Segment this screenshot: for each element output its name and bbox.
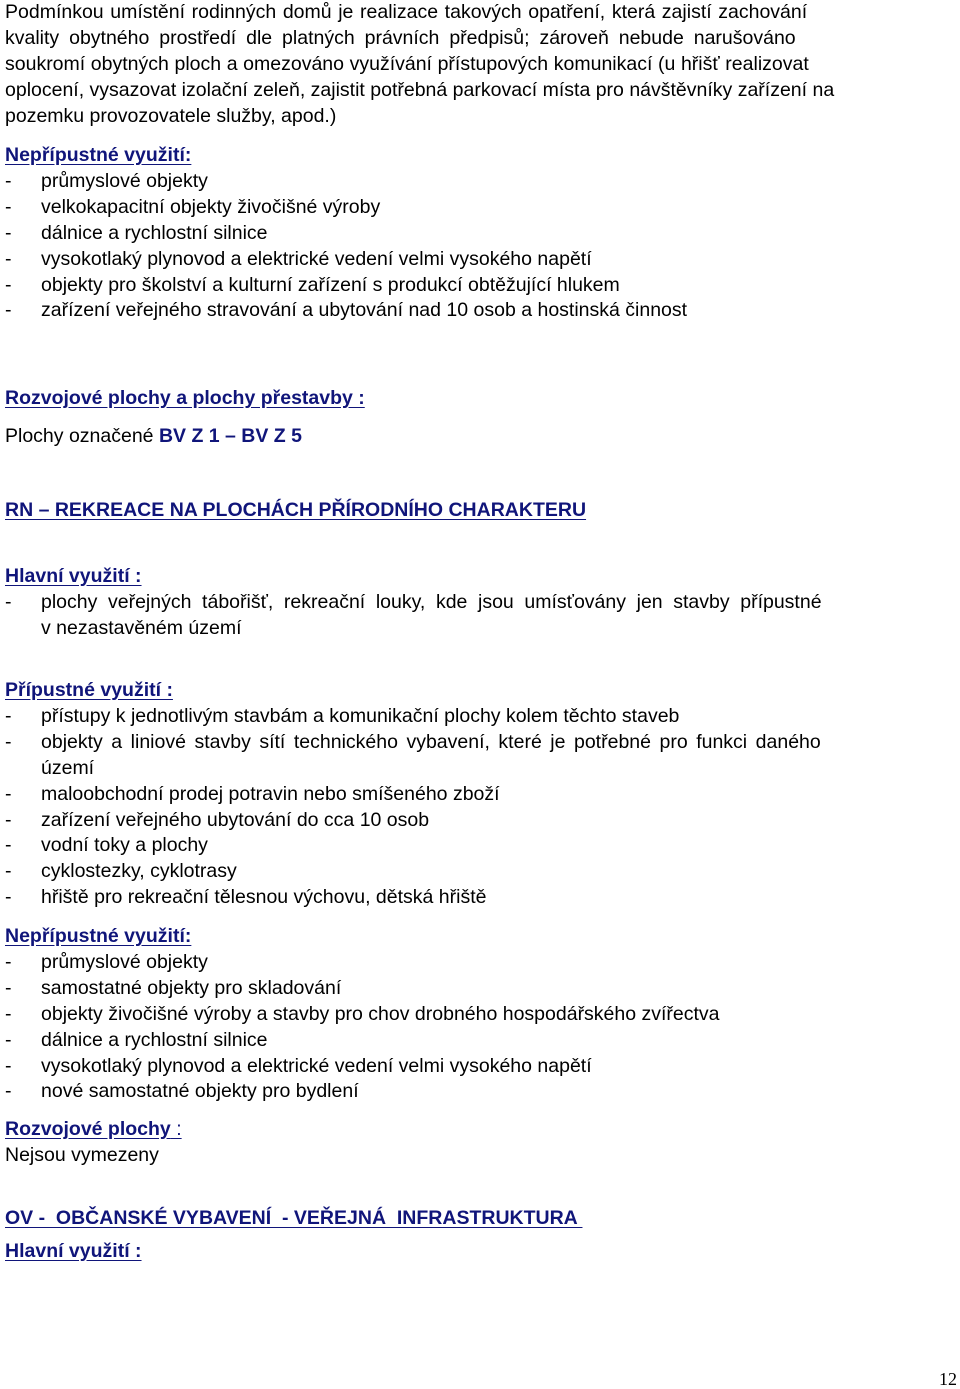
bv-nepripustne-heading: Nepřípustné využití: (5, 144, 192, 166)
list-item: - objekty pro školství a kulturní zařízení s produkcí obtěžující hlukem (5, 273, 620, 296)
rn-nepripustne-section (5, 924, 957, 1105)
intro-paragraph (5, 0, 957, 130)
list-item: - dálnice a rychlostní silnice (5, 221, 268, 244)
rn-hlavni-section (5, 564, 957, 642)
rn-section (5, 498, 957, 524)
intro-line-4: oplocení, vysazovat izolační zeleň, zajistit potřebná parkovací místa pro návštěvníky zařízení na (5, 78, 835, 101)
ov-hlavni-heading: Hlavní využití : (5, 1239, 142, 1262)
list-item: - plochy veřejných tábořišť, rekreační louky, kde jsou umísťovány jen stavby přípustné v nezastavěném území (5, 590, 822, 639)
rn-nepripustne-heading: Nepřípustné využití: (5, 925, 192, 947)
rn-rozvojove-heading: Rozvojové plochy (5, 1118, 171, 1140)
list-item: - maloobchodní prodej potravin nebo smíšeného zboží (5, 782, 500, 805)
rn-pripustne-section (5, 678, 957, 911)
list-item: - zařízení veřejného stravování a ubytování nad 10 osob a hostinská činnost (5, 299, 688, 322)
list-item: - velkokapacitní objekty živočišné výroby (5, 195, 381, 218)
bv-nepripustne-section (5, 143, 957, 324)
list-item: - objekty a liniové stavby sítí technického vybavení, které je potřebné pro funkci daného území (5, 730, 821, 779)
rn-title: RN – REKREACE NA PLOCHÁCH PŘÍRODNÍHO CHARAKTERU (5, 499, 587, 521)
list-item: - hřiště pro rekreační tělesnou výchovu, dětská hřiště (5, 886, 487, 909)
list-item: - průmyslové objekty (5, 169, 208, 192)
intro-line-3: soukromí obytných ploch a omezováno využívání přístupových komunikací (u hřišť realizovat (5, 52, 809, 75)
list-item: - vodní toky a plochy (5, 834, 208, 857)
rn-rozvojove-section: Rozvojové plochy : Nejsou vymezeny (5, 1117, 957, 1169)
bv-rozvojove-heading: Rozvojové plochy a plochy přestavby : (5, 387, 365, 409)
rn-pripustne-heading: Přípustné využití : (5, 679, 173, 701)
list-item: - nové samostatné objekty pro bydlení (5, 1080, 359, 1103)
bv-rozvojove-text: Plochy označené BV Z 1 – BV Z 5 (5, 424, 302, 447)
rn-rozvojove-text: Nejsou vymezeny (5, 1143, 159, 1166)
list-item: - přístupy k jednotlivým stavbám a komunikační plochy kolem těchto staveb (5, 704, 680, 727)
ov-title: OV - OBČANSKÉ VYBAVENÍ - VEŘEJNÁ INFRASTRUKTURA (5, 1207, 583, 1229)
bv-rozvojove-section (5, 386, 957, 450)
list-item: - objekty živočišné výroby a stavby pro chov drobného hospodářského zvířectva (5, 1002, 720, 1025)
rn-hlavni-heading: Hlavní využití : (5, 565, 142, 587)
intro-line-5: pozemku provozovatele služby, apod.) (5, 104, 337, 127)
list-item: - vysokotlaký plynovod a elektrické vedení velmi vysokého napětí (5, 1054, 592, 1077)
list-item: - vysokotlaký plynovod a elektrické vedení velmi vysokého napětí (5, 247, 592, 270)
page-number: 12 (939, 1369, 957, 1389)
ov-section (5, 1206, 957, 1265)
intro-line-1: Podmínkou umístění rodinných domů je realizace takových opatření, která zajistí zachování (5, 1, 808, 23)
list-item: - cyklostezky, cyklotrasy (5, 860, 237, 883)
list-item: - samostatné objekty pro skladování (5, 976, 342, 999)
list-item: - zařízení veřejného ubytování do cca 10 osob (5, 808, 430, 831)
intro-line-2: kvality obytného prostředí dle platných právních předpisů; zároveň nebude narušováno (5, 26, 796, 49)
list-item: - průmyslové objekty (5, 950, 208, 973)
list-item: - dálnice a rychlostní silnice (5, 1028, 268, 1051)
